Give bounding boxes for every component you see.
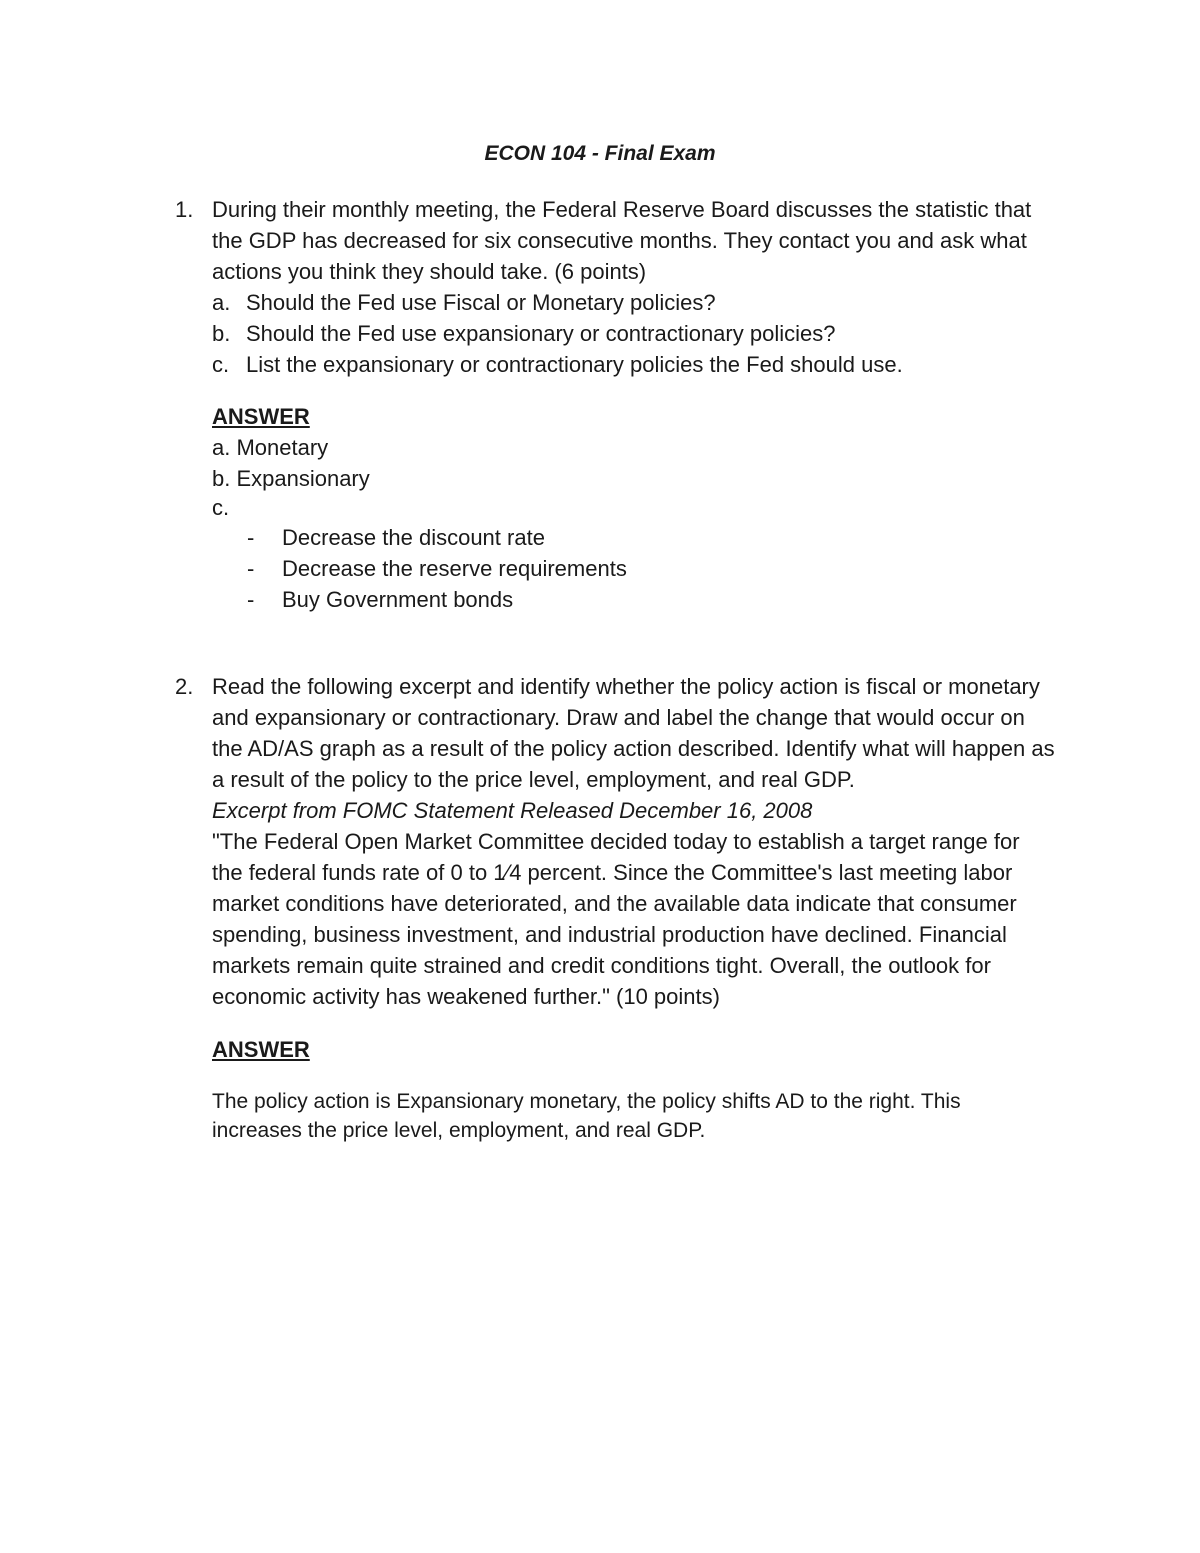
answer-label: ANSWER: [212, 404, 310, 429]
answer-dash-item: [212, 553, 1055, 584]
question-number: 2.: [175, 674, 194, 699]
answer-label: ANSWER: [212, 1037, 310, 1062]
page-title: ECON 104 - Final Exam: [484, 142, 716, 165]
dash-item-text: Buy Government bonds: [282, 587, 514, 612]
dash-bullet: -: [247, 556, 255, 581]
sub-question-c: [212, 349, 1055, 380]
answer-text: The policy action is Expansionary monetary, the policy shifts AD to the right. This increases the price level, employment, and real GDP.: [212, 1090, 961, 1142]
excerpt-title: Excerpt from FOMC Statement Released December 16, 2008: [212, 798, 813, 823]
sub-question-letter: a.: [212, 290, 231, 315]
answer-line-a: a. Monetary: [212, 435, 329, 460]
excerpt-quote: "The Federal Open Market Committee decided today to establish a target range for the federal funds rate of 0 to 1⁄4 percent. Since the Committee's last meeting labor market conditions have deteriorated, and the available data indicate that consumer spending, business investment, and industrial production have declined. Financial markets remain quite strained and credit conditions tight. Overall, the outlook for economic activity has weakened further." (10 points): [212, 829, 1020, 1009]
dash-item-text: Decrease the discount rate: [282, 525, 545, 550]
sub-question-text: Should the Fed use expansionary or contractionary policies?: [246, 321, 836, 346]
dash-bullet: -: [247, 525, 255, 550]
sub-question-letter: c.: [212, 352, 230, 377]
sub-question-b: [212, 318, 1055, 349]
answer-dash-item: [212, 584, 1055, 615]
question-number: 1.: [175, 197, 194, 222]
dash-bullet: -: [247, 587, 255, 612]
sub-question-letter: b.: [212, 321, 231, 346]
answer-section-1: [212, 401, 1055, 615]
question-text: Read the following excerpt and identify whether the policy action is fiscal or monetary and expansionary or contractionary. Draw and label the change that would occur on the AD/AS graph as a result of the policy action described. Identify what will happen as a result of the policy to the price level, employment, and real GDP.: [212, 674, 1055, 792]
answer-section-2: [212, 1034, 1055, 1145]
sub-question-text: Should the Fed use Fiscal or Monetary policies?: [246, 290, 716, 315]
answer-line-b: b. Expansionary: [212, 466, 370, 491]
dash-item-text: Decrease the reserve requirements: [282, 556, 627, 581]
answer-line-c: c.: [212, 495, 230, 520]
sub-question-text: List the expansionary or contractionary policies the Fed should use.: [246, 352, 903, 377]
question-2: [175, 671, 1055, 1145]
question-text: During their monthly meeting, the Federal Reserve Board discusses the statistic that the GDP has decreased for six consecutive months. They contact you and ask what actions you think they should take. (6 points): [212, 197, 1032, 284]
answer-dash-item: [212, 522, 1055, 553]
sub-question-a: [212, 287, 1055, 318]
question-1: [175, 194, 1055, 615]
